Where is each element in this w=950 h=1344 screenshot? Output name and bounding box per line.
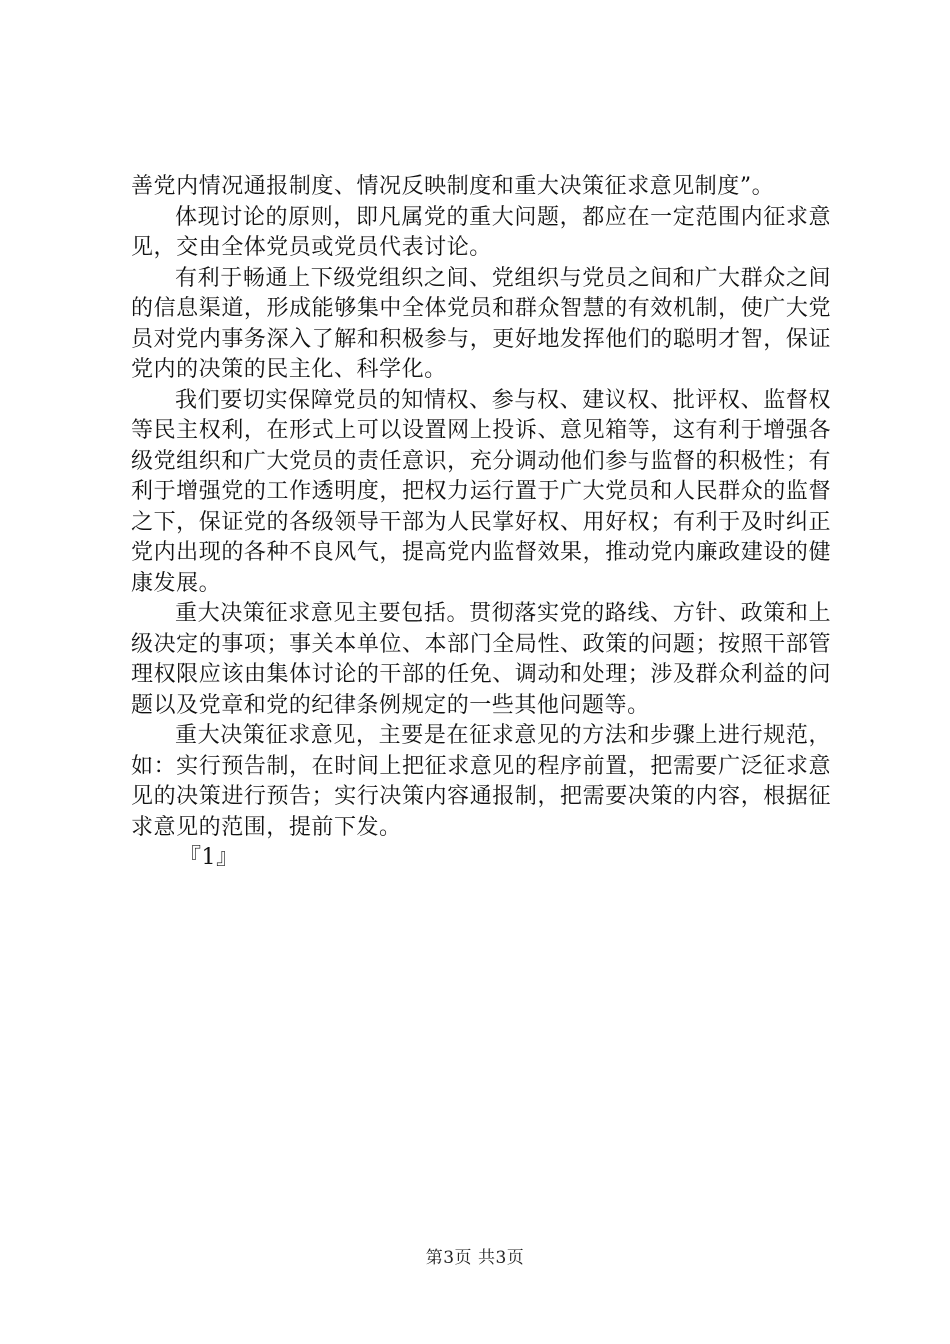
paragraph-information-channels: 有利于畅通上下级党组织之间、党组织与党员之间和广大群众之间的信息渠道，形成能够集中全体党员和群众智慧的有效机制，使广大党员对党内事务深入了解和积极参与，更好地发挥他们的聪明才智，保证党内的决策的民主化、科学化。 bbox=[131, 265, 831, 382]
footnote-marker: 『1』 bbox=[179, 845, 239, 870]
page-footer: 第3页 共3页 bbox=[425, 1248, 525, 1268]
paragraph-member-rights: 我们要切实保障党员的知情权、参与权、建议权、批评权、监督权等民主权利，在形式上可以设置网上投诉、意见箱等，这有利于增强各级党组织和广大党员的责任意识，充分调动他们参与监督的积极性；有利于增强党的工作透明度，把权力运行置于广大党员和人民群众的监督之下，保证党的各级领导干部为人民掌好权、用好权；有利于及时纠正党内出现的各种不良风气，提高党内监督效果，推动党内廉政建设的健康发展。 bbox=[131, 387, 831, 596]
paragraph-continuation: 善党内情况通报制度、情况反映制度和重大决策征求意见制度”。 bbox=[131, 174, 775, 199]
document-body bbox=[131, 172, 831, 874]
paragraph-decision-scope: 重大决策征求意见主要包括。贯彻落实党的路线、方针、政策和上级决定的事项；事关本单位、本部门全局性、政策的问题；按照干部管理权限应该由集体讨论的干部的任免、调动和处理；涉及群众利益的问题以及党章和党的纪律条例规定的一些其他问题等。 bbox=[131, 601, 831, 718]
paragraph-consultation-procedure: 重大决策征求意见，主要是在征求意见的方法和步骤上进行规范，如：实行预告制，在时间上把征求意见的程序前置，把需要广泛征求意见的决策进行预告；实行决策内容通报制，把需要决策的内容，根据征求意见的范围，提前下发。 bbox=[131, 723, 831, 840]
paragraph-discussion-principle: 体现讨论的原则，即凡属党的重大问题，都应在一定范围内征求意见，交由全体党员或党员代表讨论。 bbox=[131, 204, 831, 260]
